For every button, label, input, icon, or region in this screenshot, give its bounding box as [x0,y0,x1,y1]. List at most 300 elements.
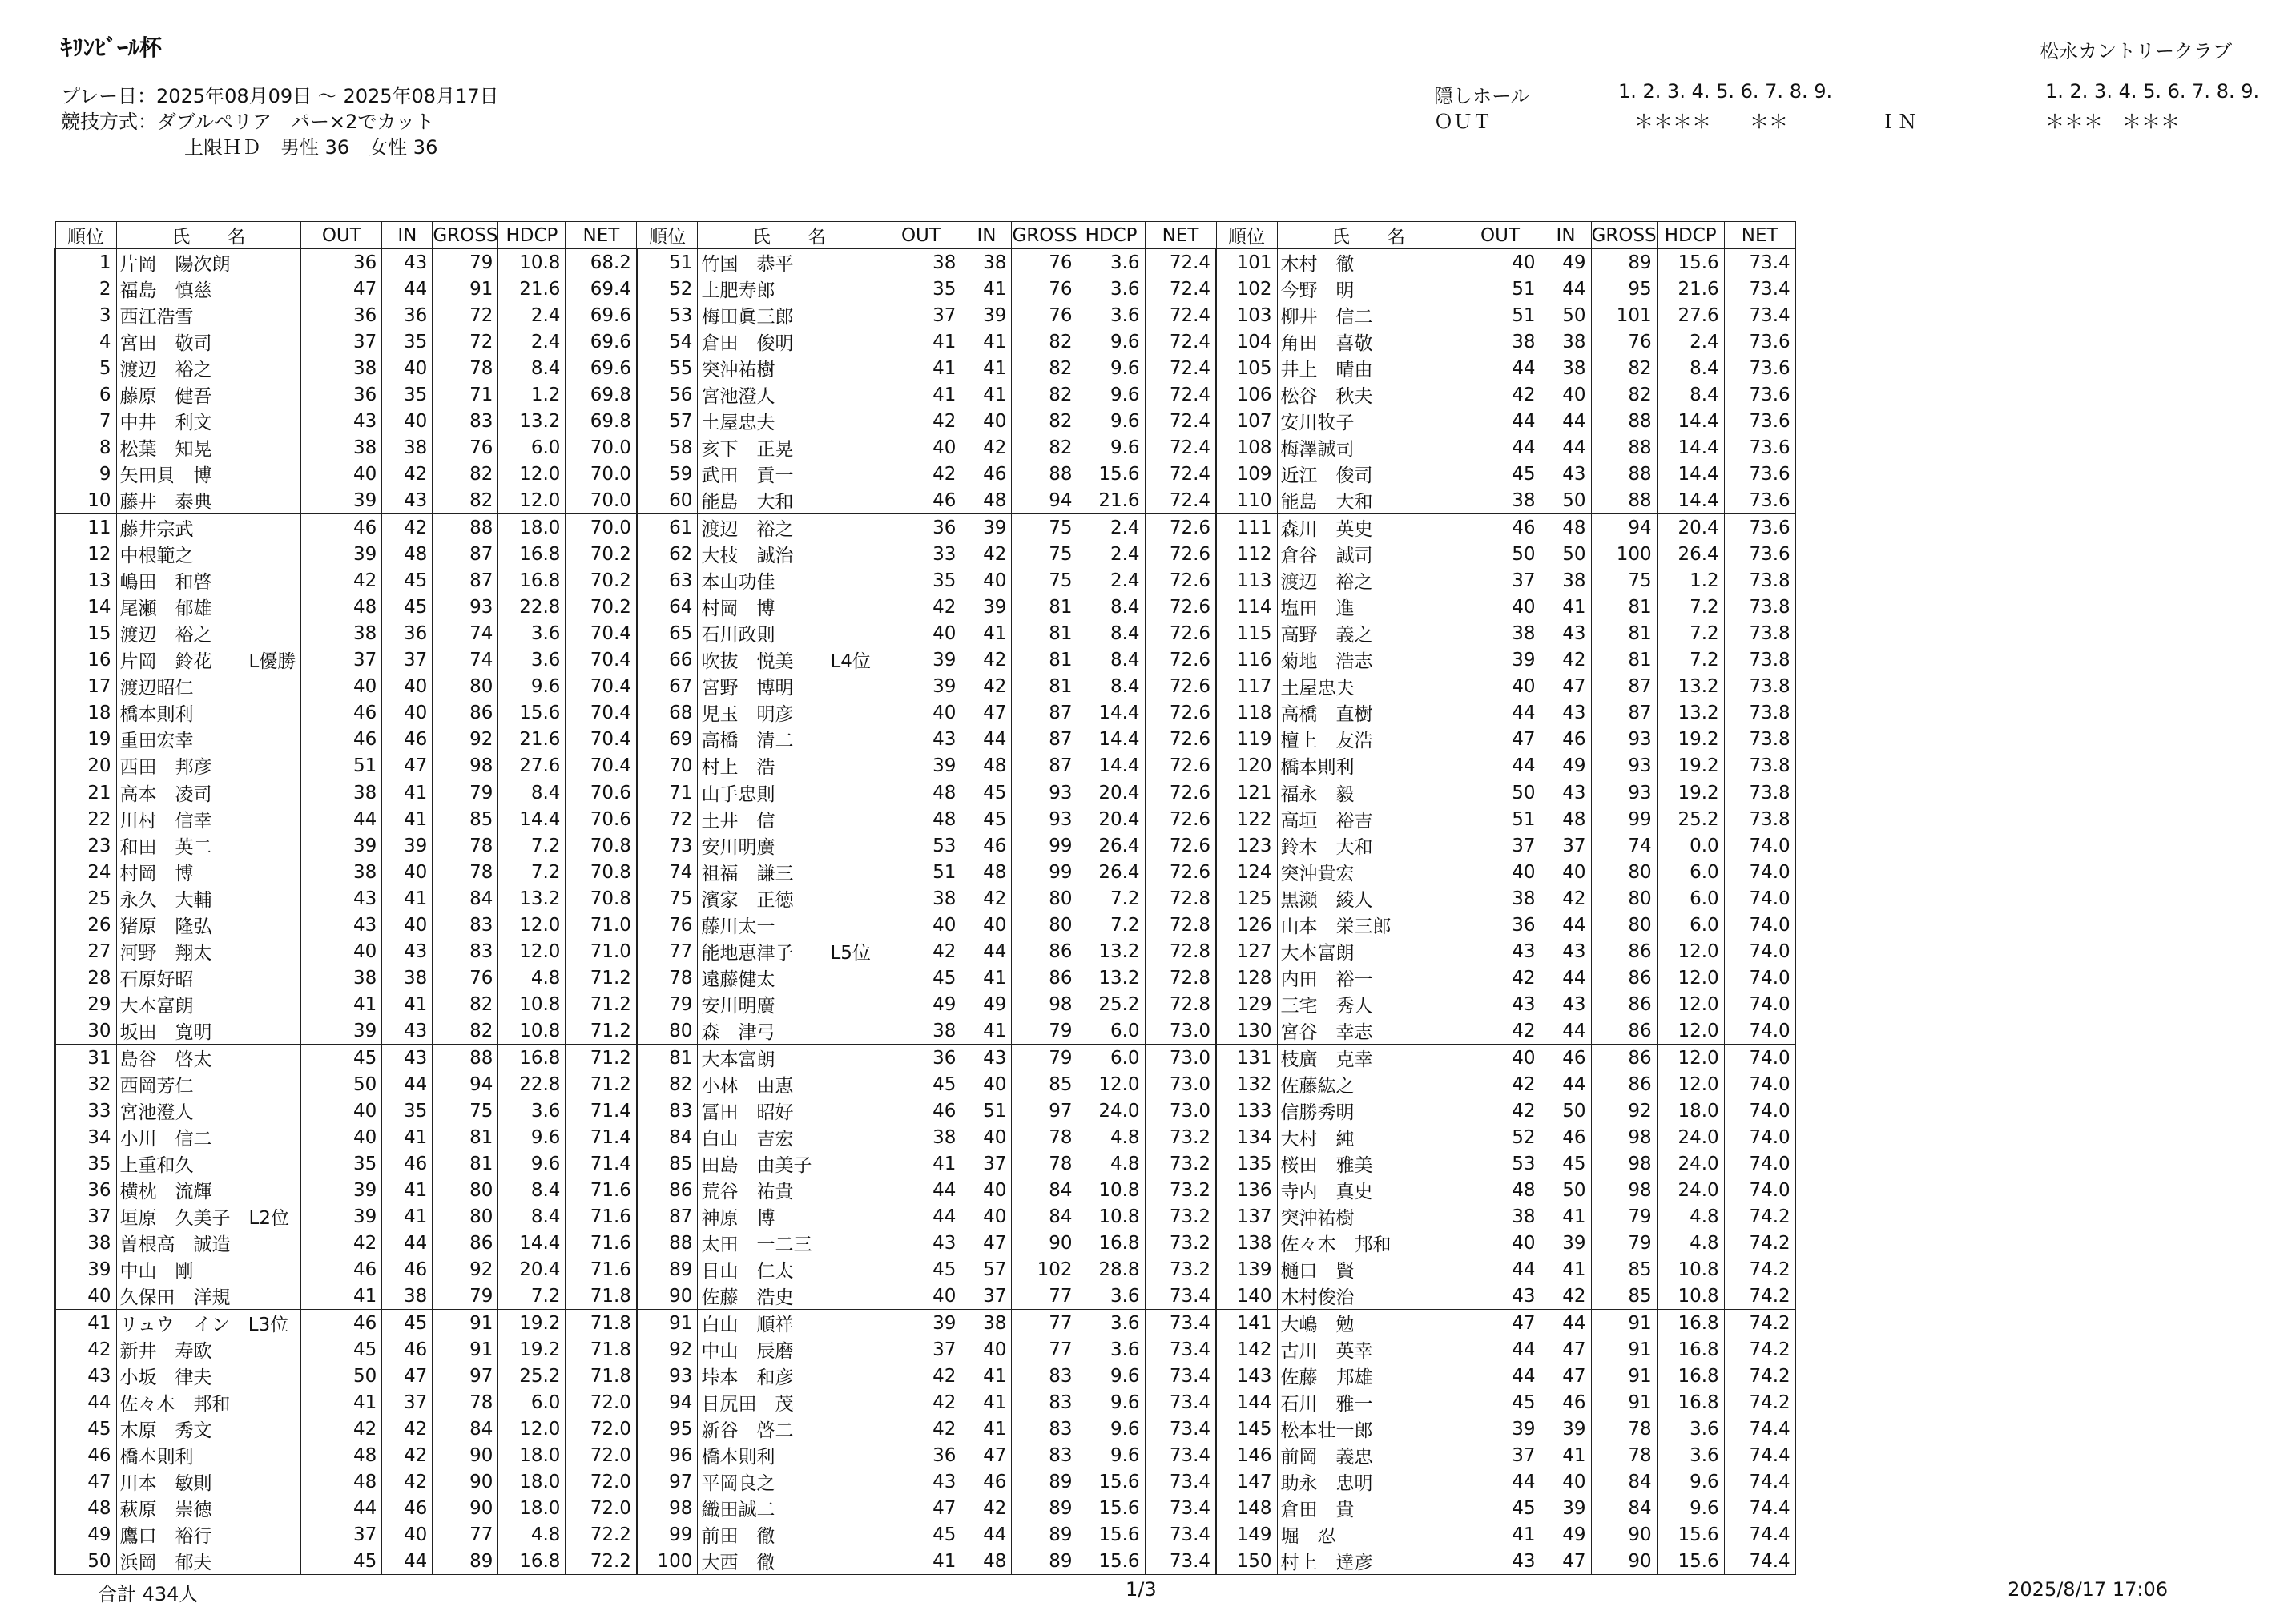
cell-in: 42 [1541,885,1591,912]
cell-hdcp: 7.2 [498,832,566,859]
cell-rank: 62 [637,541,698,567]
cell-gross: 80 [1591,885,1657,912]
cell-net: 73.6 [1724,487,1795,514]
cell-rank: 127 [1216,938,1277,965]
cell-hdcp: 19.2 [498,1310,566,1337]
cell-rank: 113 [1216,567,1277,594]
cell-name: 村岡 博 [116,859,301,885]
cell-name: 片岡 陽次朗 [116,249,301,276]
cell-hdcp: 6.0 [498,1389,566,1416]
table-row [55,912,1795,938]
cell-net: 72.6 [1145,726,1216,752]
cell-name: 藤原 健吾 [116,381,301,408]
cell-gross: 92 [433,1256,498,1283]
cell-in: 42 [382,461,433,487]
cell-hdcp: 26.4 [1657,541,1724,567]
cell-rank: 138 [1216,1230,1277,1256]
cell-rank: 134 [1216,1124,1277,1150]
cell-out: 42 [880,1363,961,1389]
cell-name: 武田 貢一 [698,461,880,487]
cell-rank: 20 [55,752,116,779]
cell-in: 42 [382,1416,433,1442]
cell-rank: 121 [1216,779,1277,807]
cell-hdcp: 16.8 [498,541,566,567]
cell-net: 74.4 [1724,1521,1795,1548]
cell-rank: 116 [1216,646,1277,673]
cell-gross: 74 [1591,832,1657,859]
cell-in: 41 [382,1203,433,1230]
cell-name: 島谷 啓太 [116,1045,301,1072]
cell-gross: 83 [1012,1363,1078,1389]
cell-net: 72.0 [566,1389,637,1416]
cell-in: 44 [382,1548,433,1575]
cell-rank: 90 [637,1283,698,1310]
cell-gross: 93 [1012,806,1078,832]
cell-rank: 29 [55,991,116,1017]
cell-name: 柳井 信二 [1277,302,1460,328]
cell-gross: 88 [1591,408,1657,434]
cell-rank: 28 [55,965,116,991]
cell-name: 森 津弓 [698,1017,880,1045]
cell-hdcp: 6.0 [1657,885,1724,912]
cell-in: 47 [1541,673,1591,699]
cell-hdcp: 9.6 [498,673,566,699]
cell-rank: 27 [55,938,116,965]
table-row [55,1336,1795,1363]
cell-rank: 47 [55,1468,116,1495]
cell-gross: 86 [1591,1071,1657,1097]
cell-gross: 93 [1591,726,1657,752]
cell-name: 祖福 謙三 [698,859,880,885]
cell-in: 36 [382,302,433,328]
cell-net: 72.8 [1145,912,1216,938]
cell-gross: 80 [433,1203,498,1230]
cell-net: 72.6 [1145,806,1216,832]
cell-net: 72.6 [1145,646,1216,673]
cell-hdcp: 3.6 [1078,1310,1145,1337]
cell-in: 46 [1541,726,1591,752]
table-row [55,514,1795,542]
cell-name: 垣原 久美子 L2位 [116,1203,301,1230]
cell-hdcp: 14.4 [1078,699,1145,726]
cell-out: 42 [301,1230,382,1256]
cell-in: 41 [382,991,433,1017]
cell-net: 71.2 [566,1017,637,1045]
cell-in: 49 [961,991,1012,1017]
cell-in: 40 [382,1521,433,1548]
table-row [55,752,1795,779]
cell-in: 46 [961,832,1012,859]
cell-gross: 99 [1591,806,1657,832]
cell-rank: 109 [1216,461,1277,487]
cell-name: 菊地 浩志 [1277,646,1460,673]
cell-out: 39 [301,1017,382,1045]
cell-net: 72.6 [1145,832,1216,859]
holes-out: 1. 2. 3. 4. 5. 6. 7. 8. 9. [1618,80,1833,103]
cell-in: 40 [961,567,1012,594]
cell-net: 74.0 [1724,1124,1795,1150]
cell-gross: 77 [1012,1336,1078,1363]
cell-name: 片岡 鈴花 L優勝 [116,646,301,673]
cell-net: 72.0 [566,1495,637,1521]
cell-out: 37 [880,1336,961,1363]
cell-rank: 115 [1216,620,1277,646]
cell-hdcp: 6.0 [498,434,566,461]
cell-rank: 114 [1216,594,1277,620]
cell-out: 41 [880,1150,961,1177]
cell-net: 74.4 [1724,1468,1795,1495]
cell-rank: 33 [55,1097,116,1124]
cell-in: 39 [1541,1230,1591,1256]
cell-rank: 130 [1216,1017,1277,1045]
table-row [55,806,1795,832]
cell-hdcp: 10.8 [1657,1283,1724,1310]
cell-hdcp: 4.8 [1078,1150,1145,1177]
cell-in: 41 [961,965,1012,991]
cell-out: 38 [1460,620,1541,646]
cell-out: 46 [1460,514,1541,542]
cell-out: 42 [880,594,961,620]
cell-gross: 98 [1591,1177,1657,1203]
cell-name: 西田 邦彦 [116,752,301,779]
cell-name: 佐藤紘之 [1277,1071,1460,1097]
cell-gross: 86 [433,699,498,726]
cell-hdcp: 9.6 [1078,1363,1145,1389]
cell-rank: 86 [637,1177,698,1203]
cell-gross: 90 [433,1468,498,1495]
cell-rank: 100 [637,1548,698,1575]
cell-net: 70.4 [566,752,637,779]
cell-gross: 82 [1012,355,1078,381]
cell-net: 73.4 [1145,1283,1216,1310]
cell-out: 50 [301,1363,382,1389]
cell-hdcp: 14.4 [498,806,566,832]
cell-hdcp: 14.4 [1657,408,1724,434]
cell-name: 新谷 啓二 [698,1416,880,1442]
cell-hdcp: 24.0 [1657,1177,1724,1203]
cell-hdcp: 12.0 [498,912,566,938]
cell-in: 47 [961,699,1012,726]
cell-gross: 85 [433,806,498,832]
cell-in: 42 [382,514,433,542]
cell-out: 50 [1460,541,1541,567]
cell-gross: 98 [1012,991,1078,1017]
cell-out: 42 [880,408,961,434]
cell-net: 71.2 [566,1071,637,1097]
cell-in: 44 [382,1071,433,1097]
cell-name: 今野 明 [1277,276,1460,302]
cell-out: 45 [301,1336,382,1363]
cell-rank: 87 [637,1203,698,1230]
cell-hdcp: 9.6 [1078,355,1145,381]
cell-in: 50 [1541,1177,1591,1203]
cell-hdcp: 8.4 [1078,673,1145,699]
cell-in: 37 [382,1389,433,1416]
cell-rank: 123 [1216,832,1277,859]
cell-gross: 81 [433,1150,498,1177]
cell-net: 70.4 [566,673,637,699]
cell-net: 73.8 [1724,620,1795,646]
cell-name: 大本富朗 [698,1045,880,1072]
cell-name: 能地恵津子 L5位 [698,938,880,965]
cell-out: 44 [301,806,382,832]
cell-rank: 36 [55,1177,116,1203]
cell-name: 橋本則利 [1277,752,1460,779]
cell-in: 40 [961,1203,1012,1230]
cell-gross: 79 [1591,1203,1657,1230]
cell-hdcp: 15.6 [1078,1548,1145,1575]
cell-gross: 81 [1591,594,1657,620]
table-row [55,991,1795,1017]
cell-net: 71.8 [566,1283,637,1310]
cell-in: 38 [382,434,433,461]
cell-gross: 89 [1591,249,1657,276]
cell-out: 47 [880,1495,961,1521]
cell-out: 36 [301,302,382,328]
cell-net: 74.0 [1724,1045,1795,1072]
cell-name: 鷹口 裕行 [116,1521,301,1548]
cell-hdcp: 8.4 [498,355,566,381]
cell-in: 40 [961,408,1012,434]
table-row [55,302,1795,328]
cell-hdcp: 3.6 [1078,1283,1145,1310]
cell-net: 69.6 [566,302,637,328]
cell-out: 36 [880,1442,961,1468]
cell-rank: 68 [637,699,698,726]
table-row [55,779,1795,807]
cell-rank: 85 [637,1150,698,1177]
cell-gross: 82 [433,991,498,1017]
cell-name: 高橋 直樹 [1277,699,1460,726]
cell-net: 73.6 [1724,328,1795,355]
cell-rank: 79 [637,991,698,1017]
cell-out: 45 [880,1256,961,1283]
cell-name: 佐々木 邦和 [116,1389,301,1416]
cell-hdcp: 3.6 [1078,1336,1145,1363]
cell-net: 74.0 [1724,1097,1795,1124]
cell-rank: 66 [637,646,698,673]
cell-rank: 88 [637,1230,698,1256]
cell-in: 40 [382,859,433,885]
cell-name: 宮野 博明 [698,673,880,699]
cell-in: 47 [1541,1336,1591,1363]
cell-net: 73.8 [1724,779,1795,807]
cell-gross: 83 [433,408,498,434]
cell-gross: 84 [1012,1203,1078,1230]
cell-rank: 10 [55,487,116,514]
cell-out: 37 [301,328,382,355]
cell-gross: 86 [1591,965,1657,991]
cell-rank: 119 [1216,726,1277,752]
cell-name: 梅田眞三郎 [698,302,880,328]
cell-out: 39 [880,1310,961,1337]
cell-out: 39 [1460,1416,1541,1442]
cell-name: 助永 忠明 [1277,1468,1460,1495]
cell-in: 48 [961,487,1012,514]
cell-in: 49 [1541,1521,1591,1548]
cell-gross: 85 [1012,1071,1078,1097]
cell-out: 51 [1460,276,1541,302]
cell-gross: 93 [433,594,498,620]
cell-hdcp: 27.6 [498,752,566,779]
cell-hdcp: 22.8 [498,1071,566,1097]
cell-rank: 17 [55,673,116,699]
cell-rank: 89 [637,1256,698,1283]
cell-out: 39 [880,752,961,779]
table-row [55,461,1795,487]
table-row [55,355,1795,381]
cell-rank: 101 [1216,249,1277,276]
cell-name: 松葉 知晃 [116,434,301,461]
cell-in: 47 [382,752,433,779]
cell-in: 50 [1541,487,1591,514]
cell-gross: 98 [1591,1124,1657,1150]
cell-out: 46 [301,514,382,542]
cell-out: 40 [301,673,382,699]
cell-name: 荒谷 祐貴 [698,1177,880,1203]
cell-in: 44 [961,938,1012,965]
cell-rank: 75 [637,885,698,912]
cell-hdcp: 16.8 [498,1045,566,1072]
cell-out: 44 [1460,1363,1541,1389]
cell-gross: 89 [1012,1495,1078,1521]
cell-out: 38 [301,965,382,991]
cell-name: 村岡 博 [698,594,880,620]
cell-name: 森川 英史 [1277,514,1460,542]
cell-net: 70.8 [566,885,637,912]
table-row [55,1071,1795,1097]
cell-net: 73.2 [1145,1124,1216,1150]
cell-in: 40 [382,408,433,434]
cell-hdcp: 6.0 [1657,859,1724,885]
cell-name: 西江浩雪 [116,302,301,328]
cell-out: 40 [301,938,382,965]
cell-in: 43 [382,1045,433,1072]
cell-in: 37 [961,1283,1012,1310]
cell-rank: 147 [1216,1468,1277,1495]
cell-rank: 45 [55,1416,116,1442]
cell-net: 73.2 [1145,1150,1216,1177]
cell-out: 40 [1460,594,1541,620]
cell-rank: 133 [1216,1097,1277,1124]
cell-gross: 89 [433,1548,498,1575]
cell-hdcp: 2.4 [1078,514,1145,542]
cell-gross: 71 [433,381,498,408]
cell-in: 48 [1541,806,1591,832]
cell-gross: 82 [1012,408,1078,434]
cell-net: 71.0 [566,938,637,965]
cell-hdcp: 24.0 [1078,1097,1145,1124]
cell-hdcp: 12.0 [498,1416,566,1442]
cell-hdcp: 2.4 [498,328,566,355]
cell-out: 37 [1460,832,1541,859]
cell-gross: 75 [1591,567,1657,594]
cell-hdcp: 4.8 [498,965,566,991]
cell-net: 69.4 [566,276,637,302]
cell-name: 木村 徹 [1277,249,1460,276]
cell-in: 46 [382,1336,433,1363]
table-row [55,249,1795,276]
cell-rank: 94 [637,1389,698,1416]
cell-rank: 98 [637,1495,698,1521]
cell-gross: 81 [433,1124,498,1150]
cell-net: 71.4 [566,1097,637,1124]
cell-in: 46 [961,1468,1012,1495]
cell-hdcp: 25.2 [1657,806,1724,832]
cell-in: 45 [382,594,433,620]
cell-name: 大本富朗 [116,991,301,1017]
cell-name: 高垣 裕吉 [1277,806,1460,832]
cell-name: 浜岡 郁夫 [116,1548,301,1575]
cell-rank: 23 [55,832,116,859]
cell-out: 38 [301,620,382,646]
cell-name: 本山功佳 [698,567,880,594]
cell-out: 43 [301,408,382,434]
cell-out: 35 [301,1150,382,1177]
cell-gross: 82 [1591,381,1657,408]
cell-out: 38 [1460,487,1541,514]
cell-in: 38 [1541,567,1591,594]
cell-out: 44 [880,1177,961,1203]
table-row [55,594,1795,620]
column-header-net: NET [1145,222,1216,249]
cell-gross: 83 [1012,1442,1078,1468]
cell-gross: 90 [1012,1230,1078,1256]
cell-rank: 102 [1216,276,1277,302]
cell-hdcp: 14.4 [1657,461,1724,487]
cell-gross: 88 [1012,461,1078,487]
cell-in: 45 [382,1310,433,1337]
cell-net: 72.6 [1145,541,1216,567]
cell-name: 織田誠二 [698,1495,880,1521]
cell-net: 74.4 [1724,1495,1795,1521]
cell-hdcp: 10.8 [1078,1177,1145,1203]
cell-name: 永久 大輔 [116,885,301,912]
cell-net: 73.6 [1724,434,1795,461]
marks-out: ＊＊＊＊ ＊＊ [1634,111,1788,133]
cell-in: 41 [1541,594,1591,620]
cell-gross: 87 [1012,726,1078,752]
cell-hdcp: 9.6 [1657,1495,1724,1521]
cell-hdcp: 12.0 [498,487,566,514]
cell-gross: 84 [433,885,498,912]
cell-rank: 103 [1216,302,1277,328]
cell-net: 73.2 [1145,1256,1216,1283]
cell-out: 43 [1460,1548,1541,1575]
cell-out: 44 [1460,355,1541,381]
cell-net: 73.2 [1145,1203,1216,1230]
cell-rank: 70 [637,752,698,779]
cell-gross: 84 [1591,1468,1657,1495]
cell-rank: 35 [55,1150,116,1177]
cell-net: 74.4 [1724,1442,1795,1468]
cell-rank: 96 [637,1442,698,1468]
cell-rank: 107 [1216,408,1277,434]
cell-out: 44 [1460,752,1541,779]
cell-out: 46 [880,1097,961,1124]
cell-hdcp: 12.0 [1657,1017,1724,1045]
cell-name: 木原 秀文 [116,1416,301,1442]
cell-out: 42 [301,567,382,594]
cell-name: 石川政則 [698,620,880,646]
cell-name: 檀上 友浩 [1277,726,1460,752]
cell-name: 佐藤 浩史 [698,1283,880,1310]
cell-hdcp: 9.6 [1078,328,1145,355]
cell-rank: 148 [1216,1495,1277,1521]
cell-rank: 122 [1216,806,1277,832]
cell-rank: 48 [55,1495,116,1521]
cell-rank: 97 [637,1468,698,1495]
